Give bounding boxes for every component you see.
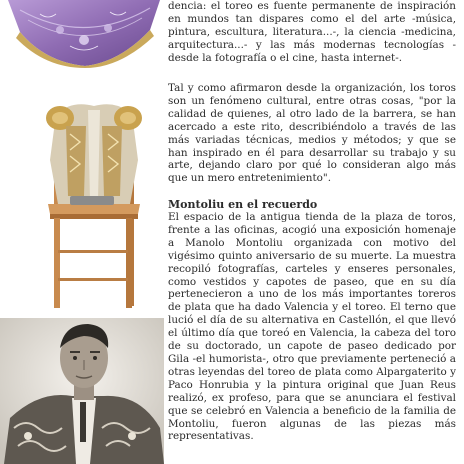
portrait-photo: [0, 318, 164, 464]
section-title: Montoliu en el recuerdo: [168, 198, 318, 211]
jacket-on-chair-photo: [40, 100, 148, 310]
body-paragraph: El espacio de la antigua tienda de la plaza de toros, frente a las oficinas, acogió una exposición homenaje a Manolo Montoliu organizada con motivo del vigésimo quinto aniversario de su muerte. La muestra recopiló fotografías, carteles y enseres personales, como vestidos y capotes de paseo, que en su día pertenecieron a uno de los más importantes toreros de plata que ha dado Valencia y el toreo. El terno que lució el día de su alternativa en Castellón, el que llevó el último día que toreó en Valencia, la cabeza del toro de su doctorado, un capote de paseo dedicado por Gila -el humorista-, otro que previamente perteneció a otras leyendas del toreo de plata como Alpargaterito y Paco Honrubia y la pintura original que Juan Reus realizó, ex profeso, para que se anunciara el festival que se celebró en Valencia a beneficio de la familia de Montoliu, fueron algunas de las piezas más representativas.: [168, 211, 456, 443]
intro-paragraph: dencia: el toreo es fuente permanente de inspiración en mundos tan dispares como el del arte -música, pintura, escultura, literatura...-, la ciencia -medicina, arquitectura...- y las más modernas tecnologías -desde la fotografía o el cine, hasta internet-.: [168, 0, 456, 64]
quote-paragraph: Tal y como afirmaron desde la organización, los toros son un fenómeno cultural, entre otras cosas, "por la calidad de quienes, al otro lado de la barrera, se han acercado a este rito, describiéndolo a través de las más variadas técnicas, medios y métodos; y que se han inspirado en él para desarrollar su trabajo y su arte, dejando claro por qué lo consideran algo más que un mero entretenimiento".: [168, 82, 456, 185]
cape-photo: [0, 0, 166, 68]
